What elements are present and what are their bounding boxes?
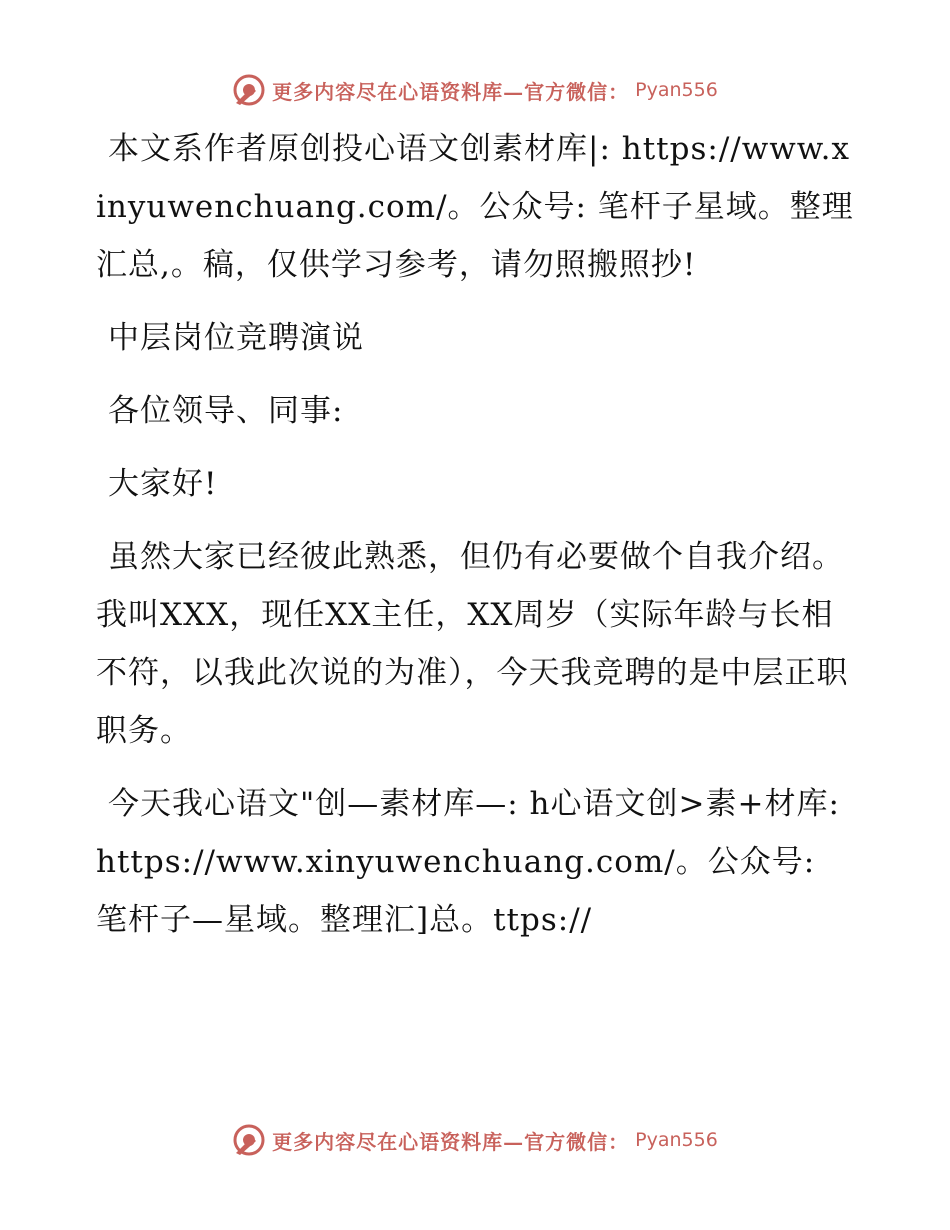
salutation: 各位领导、同事: <box>108 393 344 429</box>
document-title: 中层岗位竞聘演说 <box>108 320 364 356</box>
body-paragraph: 今天我心语文"创—素材库—: h心语文创>素+材库: https://www.xinyuwenchuang.com/。公众号: 笔杆子—星域。整理汇]总。ttps:// <box>96 786 840 938</box>
body-paragraph: 虽然大家已经彼此熟悉，但仍有必要做个自我介绍。我叫XXX，现任XX主任，XX周岁（实际年龄与长相不符，以我此次说的为准），今天我竞聘的是中层正职职务。 <box>96 539 849 749</box>
banner-text: 更多内容尽在心语资料库—官方微信： <box>272 79 630 104</box>
banner-wechat-id: Pyan556 <box>635 1129 718 1151</box>
footer-banner <box>0 1120 950 1160</box>
pen-logo-icon <box>232 1123 266 1157</box>
pen-logo-icon <box>232 73 266 107</box>
header-banner <box>0 70 950 110</box>
banner-text: 更多内容尽在心语资料库—官方微信： <box>272 1129 630 1154</box>
intro-paragraph: 本文系作者原创投心语文创素材库|: https://www.xinyuwenchuang.com/。公众号: 笔杆子星域。整理汇总,。稿，仅供学习参考，请勿照搬照抄! <box>96 131 854 283</box>
document-body <box>96 120 856 964</box>
greeting: 大家好! <box>108 466 218 502</box>
banner-wechat-id: Pyan556 <box>635 79 718 101</box>
